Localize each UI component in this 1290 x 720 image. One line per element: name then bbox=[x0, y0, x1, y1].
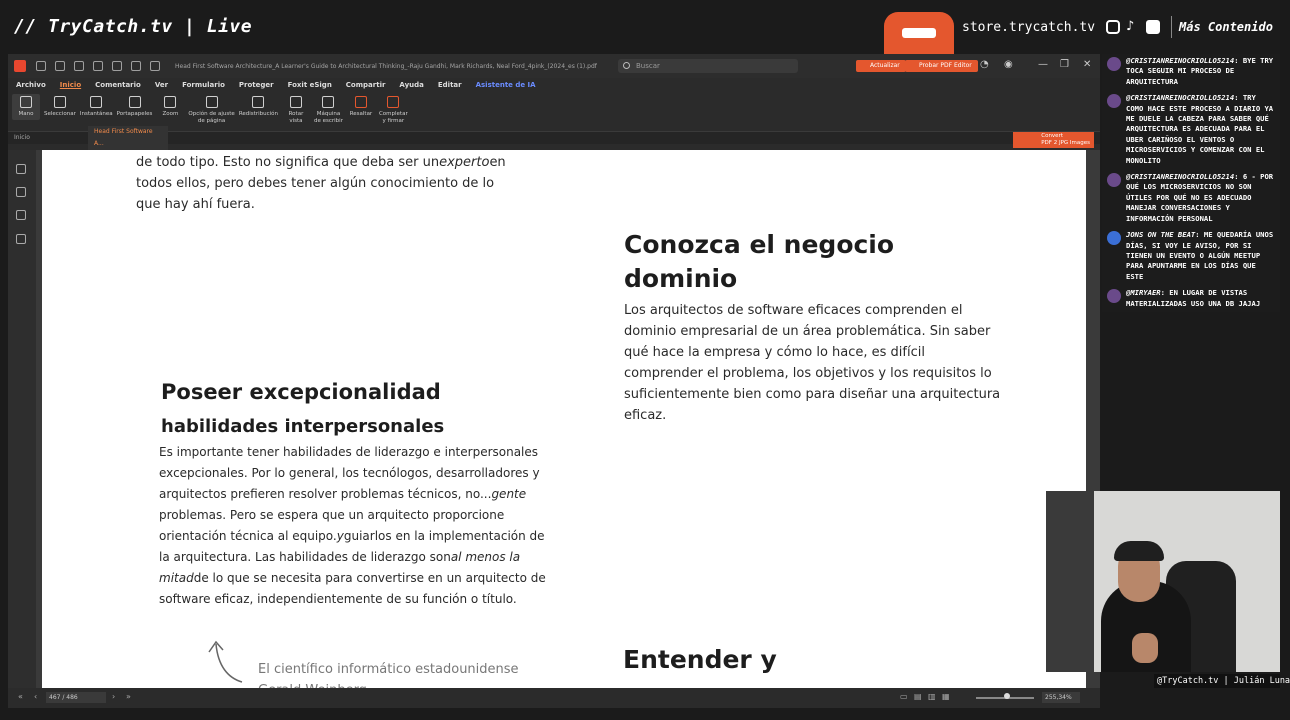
bell-icon[interactable]: ◔ bbox=[980, 59, 989, 70]
streamer-credit: @TryCatch.tv | Julián Luna bbox=[1154, 674, 1280, 688]
soft-line-1: Es importante tener habilidades de liderazgo e interpersonales bbox=[159, 445, 539, 459]
soft-line-5 bbox=[159, 526, 579, 547]
fit-width-icon[interactable]: ▦ bbox=[942, 692, 950, 701]
hand-tool-icon[interactable] bbox=[150, 61, 160, 71]
pdf-reader-window bbox=[8, 54, 1100, 708]
chat-message: JONS ON THE BEAT: ME QUEDARÍA UNOS DÍAS, SI VOY LE AVISO, POR SI TIENEN UN EVENTO O ALGÚN MEETUP PARA APUNTARME EN LOS DÍAS QUE ESTE bbox=[1102, 228, 1280, 286]
close-icon[interactable]: ✕ bbox=[1083, 59, 1092, 70]
chat-text: BYE TRY TOCA SEGUIR MI PROCESO DE ARQUITECTURA bbox=[1126, 56, 1274, 86]
chat-username: @CRISTIANREINOCRIOLLO5214 bbox=[1126, 172, 1235, 182]
soft-line-8: software eficaz, independientemente de su función o título. bbox=[159, 592, 517, 606]
select-label: Seleccionar bbox=[44, 111, 76, 117]
ribbon-toolbar bbox=[8, 92, 1100, 132]
more-content-label: Más Contenido bbox=[1179, 20, 1273, 34]
soft-line-5-text-a: orientación técnica al equipo. bbox=[159, 529, 337, 543]
highlight-button[interactable] bbox=[347, 94, 375, 118]
chat-username: @MIRYAER bbox=[1126, 288, 1161, 298]
soft-line-6-emphasis: al menos la bbox=[450, 550, 521, 564]
menu-comentario[interactable]: Comentario bbox=[95, 81, 141, 89]
soft-line-6 bbox=[159, 547, 579, 568]
try-pdf-editor-button[interactable]: Probar PDF Editor bbox=[905, 60, 978, 72]
rotate-label: Rotar vista bbox=[288, 111, 304, 124]
youtube-avatar-icon bbox=[1107, 94, 1121, 108]
document-viewer bbox=[8, 150, 1100, 688]
heading-business-line-1: Conozca el negocio bbox=[624, 230, 895, 259]
tab-inicio[interactable]: Inicio bbox=[14, 134, 30, 141]
fill-sign-icon bbox=[387, 96, 399, 108]
hand-icon bbox=[20, 96, 32, 108]
intro-line-3: que hay ahí fuera. bbox=[136, 197, 255, 212]
attachment-icon[interactable] bbox=[16, 234, 26, 244]
update-button[interactable]: Actualizar bbox=[856, 60, 906, 72]
heading-soft-skills-1: Poseer excepcionalidad bbox=[161, 380, 441, 404]
intro-line-2: todos ellos, pero debes tener algún conocimiento de lo bbox=[136, 176, 495, 191]
streamer-hand bbox=[1132, 633, 1158, 663]
live-chat-panel bbox=[1102, 54, 1280, 312]
page-fit-icon bbox=[206, 96, 218, 108]
continuous-page-icon[interactable]: ▤ bbox=[914, 692, 922, 701]
last-page-icon[interactable]: » bbox=[126, 692, 131, 701]
webcam-door bbox=[1046, 491, 1094, 672]
instagram-icon bbox=[1106, 20, 1120, 34]
menu-archivo[interactable]: Archivo bbox=[16, 81, 46, 89]
zoom-slider-handle[interactable] bbox=[1004, 693, 1010, 699]
intro-paragraph bbox=[136, 152, 596, 215]
intro-line-1 bbox=[136, 152, 596, 173]
reflow-button[interactable] bbox=[239, 94, 278, 118]
open-icon[interactable] bbox=[36, 61, 46, 71]
chat-message: @CRISTIANREINOCRIOLLO5214: 6 - POR QUÉ LOS MICROSERVICIOS NO SON ÚTILES POR QUÉ NO ES ADECUADO MANEJAR CONVERSACIONES Y INFORMACIÓN PERSONAL bbox=[1102, 170, 1280, 228]
business-line: Los arquitectos de software eficaces comprenden el bbox=[624, 303, 963, 318]
facebook-avatar-icon bbox=[1107, 231, 1121, 245]
minimize-icon[interactable]: — bbox=[1038, 59, 1048, 70]
convert-ad-banner[interactable]: Convert PDF 2 JPG Images bbox=[1013, 132, 1094, 148]
left-panel bbox=[8, 150, 36, 688]
page-fit-label: Opción de ajuste de página bbox=[188, 111, 235, 124]
menu-proteger[interactable]: Proteger bbox=[238, 81, 274, 89]
page-fit-button[interactable] bbox=[188, 94, 234, 125]
tab-document[interactable]: Head First Software A... bbox=[88, 126, 168, 150]
chat-text: 6 - POR QUÉ LOS MICROSERVICIOS NO SON ÚTILES POR QUÉ NO ES ADECUADO MANEJAR CONVERSACIONES Y INFORMACIÓN PERSONAL bbox=[1126, 172, 1274, 223]
snapshot-icon bbox=[90, 96, 102, 108]
bookmark-icon[interactable] bbox=[16, 164, 26, 174]
stream-title: // TryCatch.tv | Live bbox=[14, 16, 253, 37]
zoom-label: Zoom bbox=[162, 111, 179, 117]
heading-soft-skills-2: habilidades interpersonales bbox=[161, 416, 445, 437]
search-input[interactable] bbox=[618, 59, 798, 73]
title-bar bbox=[8, 54, 1100, 78]
menu-compartir[interactable]: Compartir bbox=[345, 81, 386, 89]
save-icon[interactable] bbox=[55, 61, 65, 71]
highlight-label: Resaltar bbox=[349, 111, 373, 117]
soft-line-7-emphasis: mitad bbox=[159, 571, 194, 585]
clipboard-icon bbox=[129, 96, 141, 108]
business-line: suficientemente bien como para diseñar una arquitectura bbox=[624, 387, 1001, 402]
chat-text: ME QUEDARÍA UNOS DÍAS, SI VOY LE AVISO, POR SI TIENEN UN EVENTO O ALGÚN MEETUP PARA APUNTARME EN LOS DÍAS QUE ESTE bbox=[1126, 230, 1274, 281]
typewriter-icon bbox=[322, 96, 334, 108]
chat-message: @MIRYAER: EN LUGAR DE VISTAS MATERIALIZADAS USO UNA DB JAJAJ bbox=[1102, 286, 1280, 313]
chat-message: @CRISTIANREINOCRIOLLO5214: TRY COMO HACE ESTE PROCESO A DIARIO YA ME DUELE LA CABEZA PARA SABER QUÉ ARQUITECTURA ES ADECUADA PARA EL UBER CARIÑOSO EL VENTOS O MICROSERVICIOS Y COMENZAR CON EL MONOLITO bbox=[1102, 91, 1280, 170]
merch-shirt-image bbox=[884, 12, 954, 54]
typewriter-button[interactable] bbox=[314, 94, 343, 125]
soft-line-5-emphasis: y bbox=[336, 529, 344, 543]
tiktok-icon: ♪ bbox=[1126, 19, 1135, 34]
menu-ayuda[interactable]: Ayuda bbox=[399, 81, 424, 89]
streamer-cap bbox=[1114, 541, 1164, 561]
menu-foxit-esign[interactable]: Foxit eSign bbox=[287, 81, 332, 89]
intro-text-a: de todo tipo. Esto no significa que deba ser un bbox=[136, 155, 440, 170]
clipboard-button[interactable] bbox=[117, 94, 153, 118]
print-preview-icon[interactable] bbox=[93, 61, 103, 71]
soft-line-3-emphasis: gente bbox=[491, 487, 527, 501]
single-page-icon[interactable]: ▭ bbox=[900, 692, 908, 701]
webcam-feed bbox=[1046, 491, 1280, 672]
chat-username: JONS ON THE BEAT bbox=[1126, 230, 1196, 240]
menu-formulario[interactable]: Formulario bbox=[182, 81, 225, 89]
page-number-field[interactable]: 467 / 486 bbox=[46, 692, 106, 703]
zoom-button[interactable] bbox=[156, 94, 184, 118]
facing-page-icon[interactable]: ▥ bbox=[928, 692, 936, 701]
document-filename: Head First Software Architecture_A Learner's Guide to Architectural Thinking_-Raju Gandhi, Mark Richards, Neal Ford_4pink_(2024_es (1).pdf bbox=[175, 62, 597, 70]
prev-page-icon[interactable]: ‹ bbox=[34, 692, 38, 701]
chat-username: @CRISTIANREINOCRIOLLO5214 bbox=[1126, 56, 1235, 65]
menu-ai-assistant[interactable]: Asistente de IA bbox=[475, 81, 536, 89]
status-bar bbox=[8, 688, 1100, 708]
soft-line-3-text: arquitectos prefieren resolver problemas técnicos, no... bbox=[159, 487, 492, 501]
heading-understand: Entender y bbox=[623, 645, 777, 674]
next-page-icon[interactable]: › bbox=[112, 692, 116, 701]
youtube-avatar-icon bbox=[1107, 173, 1121, 187]
menu-ver[interactable]: Ver bbox=[154, 81, 169, 89]
snapshot-button[interactable] bbox=[80, 94, 113, 118]
reflow-icon bbox=[252, 96, 264, 108]
fill-sign-label: Completar y firmar bbox=[378, 111, 408, 124]
arrow-annotation-icon bbox=[206, 638, 246, 686]
maximize-icon[interactable]: ❐ bbox=[1060, 59, 1069, 70]
zoom-level[interactable]: 255,34% bbox=[1042, 692, 1080, 703]
heading-business-domain bbox=[624, 228, 894, 296]
reflow-label: Redistribución bbox=[238, 111, 278, 117]
shirt-logo-icon bbox=[902, 28, 936, 38]
chat-username: @CRISTIANREINOCRIOLLO5214 bbox=[1126, 93, 1235, 103]
heading-business-line-2: dominio bbox=[624, 264, 738, 293]
social-icons bbox=[1106, 20, 1160, 34]
soft-line-2: excepcionales. Por lo general, los tecnólogos, desarrolladores y bbox=[159, 466, 540, 480]
first-page-icon[interactable]: « bbox=[18, 692, 23, 701]
typewriter-label: Máquina de escribir bbox=[313, 111, 343, 124]
soft-line-4: problemas. Pero se espera que un arquitecto proporcione bbox=[159, 508, 505, 522]
highlight-icon bbox=[355, 96, 367, 108]
chat-text: EN LUGAR DE VISTAS MATERIALIZADAS USO UNA DB JAJAJ bbox=[1126, 288, 1261, 308]
caption-line-1: El científico informático estadounidense bbox=[258, 662, 519, 677]
soft-line-5-text-b: guiarlos en la implementación de bbox=[343, 529, 545, 543]
menu-bar bbox=[8, 78, 1100, 92]
text-select-icon bbox=[54, 96, 66, 108]
business-paragraph bbox=[624, 300, 1044, 426]
user-icon[interactable]: ◉ bbox=[1004, 59, 1013, 70]
search-placeholder: Buscar bbox=[636, 62, 660, 70]
youtube-avatar-icon bbox=[1107, 289, 1121, 303]
chat-text: TRY COMO HACE ESTE PROCESO A DIARIO YA ME DUELE LA CABEZA PARA SABER QUÉ ARQUITECTURA ES ADECUADA PARA EL UBER CARIÑOSO EL VENTOS O MICROSERVICIOS Y COMENZAR CON EL MONOLITO bbox=[1126, 93, 1274, 165]
pdf-page bbox=[42, 150, 1086, 688]
rotate-icon bbox=[290, 96, 302, 108]
print-icon[interactable] bbox=[74, 61, 84, 71]
soft-line-7 bbox=[159, 568, 579, 589]
clipboard-label: Portapapeles bbox=[116, 111, 153, 117]
soft-line-6-text: la arquitectura. Las habilidades de liderazgo son bbox=[159, 550, 451, 564]
youtube-avatar-icon bbox=[1107, 57, 1121, 71]
header-divider bbox=[1171, 16, 1172, 38]
comment-icon[interactable] bbox=[16, 210, 26, 220]
search-icon bbox=[623, 62, 630, 69]
document-tabs bbox=[8, 128, 1100, 147]
soft-skills-paragraph bbox=[159, 442, 579, 610]
business-line: eficaz. bbox=[624, 408, 667, 423]
chat-message: @CRISTIANREINOCRIOLLO5214: BYE TRY TOCA SEGUIR MI PROCESO DE ARQUITECTURA bbox=[1102, 54, 1280, 91]
hand-tool-button[interactable] bbox=[12, 94, 40, 120]
rotate-view-button[interactable] bbox=[282, 94, 310, 125]
menu-inicio[interactable]: Inicio bbox=[59, 81, 82, 89]
menu-editar[interactable]: Editar bbox=[437, 81, 462, 89]
intro-emphasis: experto bbox=[439, 155, 490, 170]
intro-text-b: en bbox=[489, 155, 506, 170]
pages-icon[interactable] bbox=[16, 187, 26, 197]
redo-icon[interactable] bbox=[131, 61, 141, 71]
snapshot-label: Instantánea bbox=[79, 111, 113, 117]
foxit-logo-icon[interactable] bbox=[14, 60, 26, 72]
soft-line-7-text: de lo que se necesita para convertirse en un arquitecto de bbox=[193, 571, 546, 585]
business-line: qué hace la empresa y cómo lo hace, es difícil bbox=[624, 345, 925, 360]
youtube-icon bbox=[1146, 20, 1160, 34]
business-line: comprender el problema, los objetivos y los requisitos lo bbox=[624, 366, 992, 381]
business-line: dominio empresarial de un área problemática. Sin saber bbox=[624, 324, 991, 339]
store-url: store.trycatch.tv bbox=[962, 20, 1096, 35]
zoom-icon bbox=[164, 96, 176, 108]
soft-line-3 bbox=[159, 484, 579, 505]
hand-label: Mano bbox=[18, 111, 34, 117]
undo-icon[interactable] bbox=[112, 61, 122, 71]
fill-sign-button[interactable] bbox=[379, 94, 408, 125]
select-tool-button[interactable] bbox=[44, 94, 76, 118]
